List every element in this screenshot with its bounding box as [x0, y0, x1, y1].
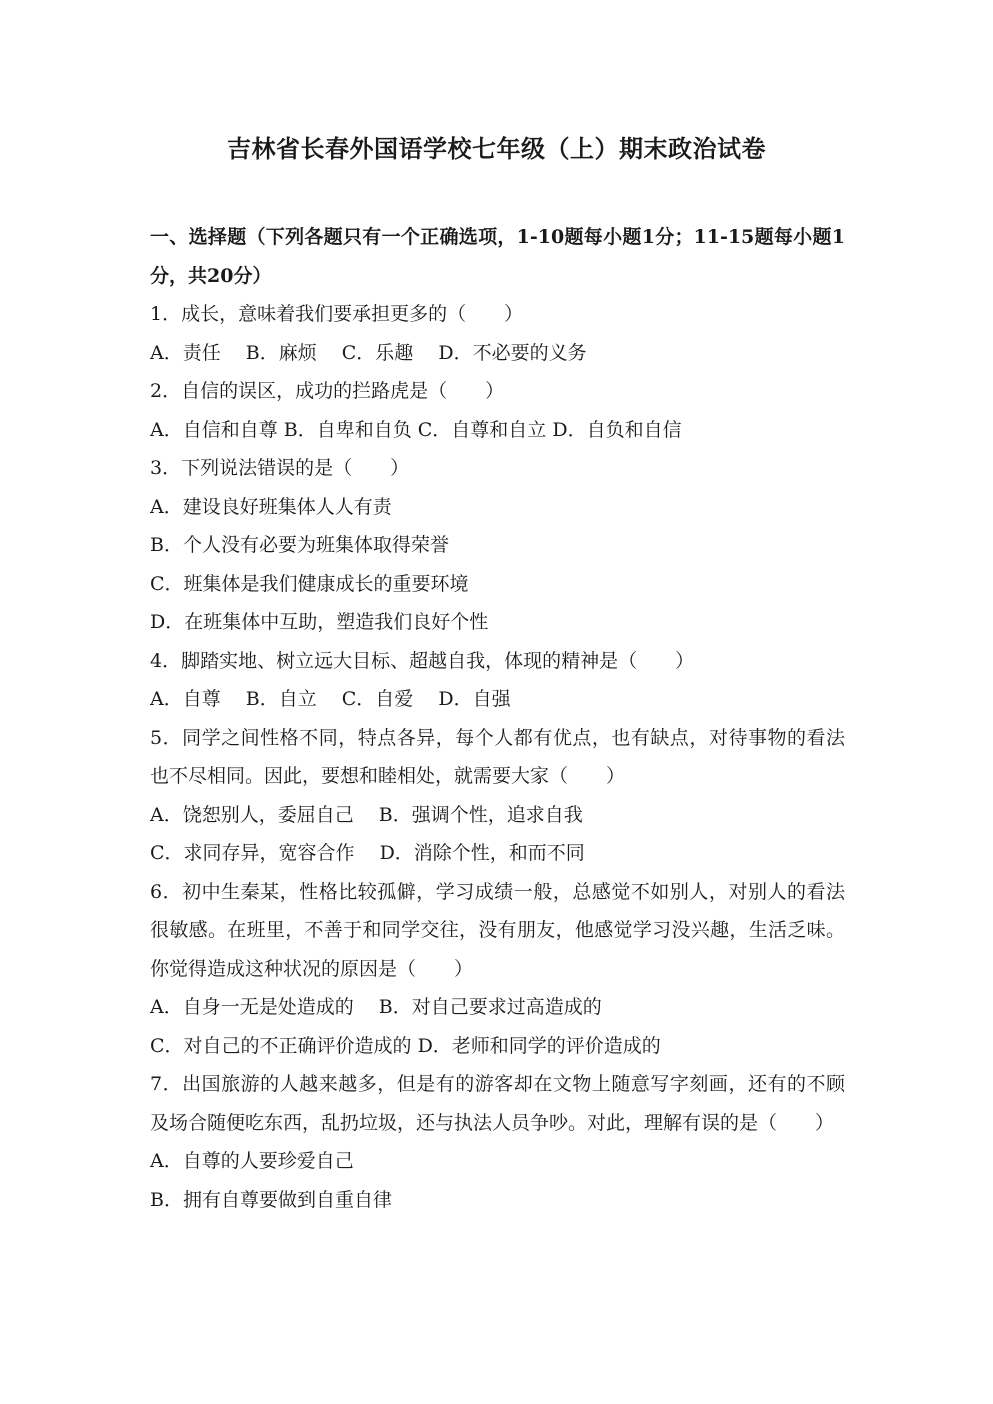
question-4: [150, 642, 845, 719]
question-stem: 2．自信的误区，成功的拦路虎是（ ）: [150, 380, 505, 402]
question-option-line: A．建设良好班集体人人有责: [150, 495, 392, 518]
question-stem: 4．脚踏实地、树立远大目标、超越自我，体现的精神是（ ）: [150, 649, 695, 672]
section-heading: 一、选择题（下列各题只有一个正确选项，1-10题每小题1分；11-15题每小题1分，共20分）: [150, 226, 845, 287]
question-stem: 6．初中生秦某，性格比较孤僻，学习成绩一般，总感觉不如别人，对别人的看法很敏感。在班里，不善于和同学交往，没有朋友，他感觉学习没兴趣，生活乏味。你觉得造成这种状况的原因是（ ）: [150, 880, 845, 980]
question-option-line: A．自信和自尊 B．自卑和自负 C．自尊和自立 D．自负和自信: [150, 418, 682, 441]
question-stem: 3．下列说法错误的是（ ）: [150, 457, 410, 479]
question-7: [150, 1065, 845, 1219]
question-stem: 1．成长，意味着我们要承担更多的（ ）: [150, 303, 524, 325]
question-stem: 7．出国旅游的人越来越多，但是有的游客却在文物上随意写字刻画，还有的不顾及场合随便吃东西，乱扔垃圾，还与执法人员争吵。对此，理解有误的是（ ）: [150, 1073, 845, 1134]
question-option-line: A．饶恕别人，委屈自己 B．强调个性，追求自我: [150, 803, 583, 826]
question-option-line: A．自尊的人要珍爱自己: [150, 1150, 354, 1172]
question-option-line: C．班集体是我们健康成长的重要环境: [150, 572, 469, 595]
question-option-line: C．求同存异，宽容合作 D．消除个性，和而不同: [150, 842, 585, 864]
question-option-line: A．自尊 B．自立 C．自爱 D．自强: [150, 688, 511, 710]
question-option-line: A．责任 B．麻烦 C．乐趣 D．不必要的义务: [150, 341, 587, 364]
exam-content: [150, 218, 845, 1219]
question-option-line: C．对自己的不正确评价造成的 D．老师和同学的评价造成的: [150, 1034, 661, 1057]
question-option-line: B．拥有自尊要做到自重自律: [150, 1188, 392, 1211]
question-3: [150, 449, 845, 642]
question-option-line: B．个人没有必要为班集体取得荣誉: [150, 534, 449, 556]
question-stem: 5．同学之间性格不同，特点各异，每个人都有优点，也有缺点，对待事物的看法也不尽相同。因此，要想和睦相处，就需要大家（ ）: [150, 726, 845, 787]
question-2: [150, 372, 845, 449]
question-6: [150, 873, 845, 1066]
question-option-line: D．在班集体中互助，塑造我们良好个性: [150, 611, 489, 633]
question-5: [150, 719, 845, 873]
question-1: [150, 295, 845, 372]
exam-title: 吉林省长春外国语学校七年级（上）期末政治试卷: [227, 134, 766, 163]
question-option-line: A．自身一无是处造成的 B．对自己要求过高造成的: [150, 996, 602, 1018]
